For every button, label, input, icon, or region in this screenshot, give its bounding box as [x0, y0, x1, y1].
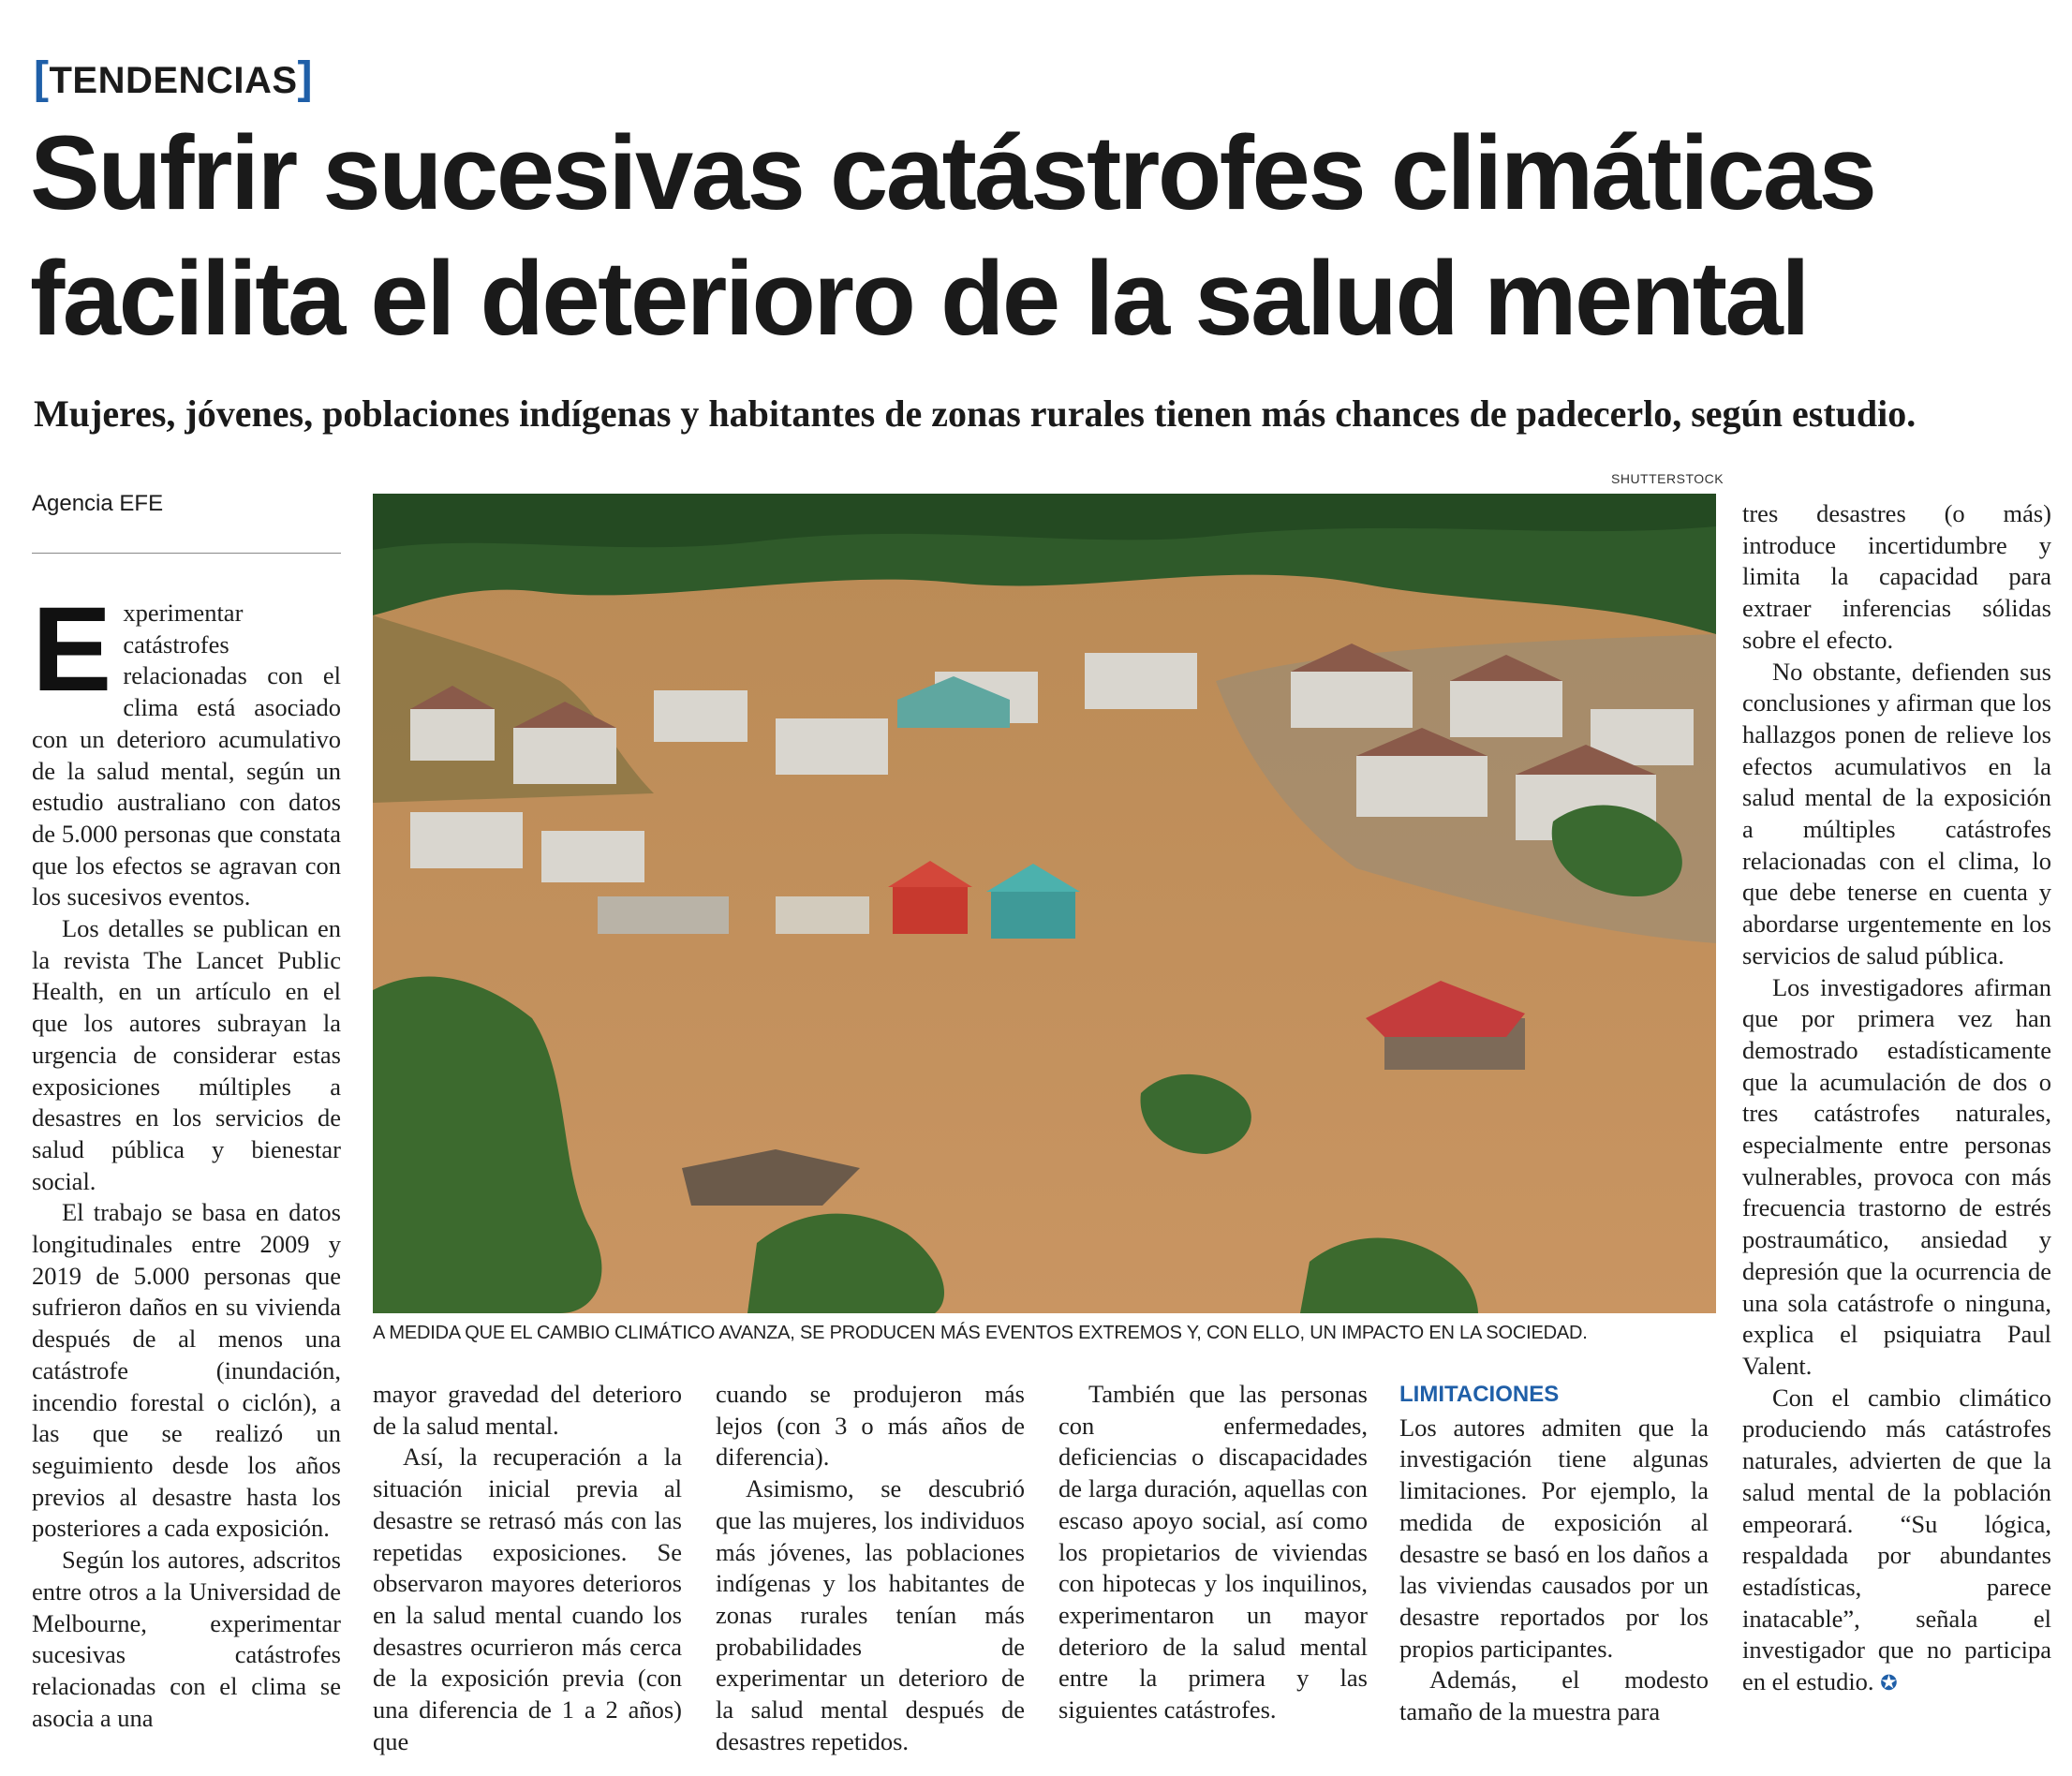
article-column-4 — [1058, 1379, 1368, 1726]
byline: Agencia EFE — [32, 491, 164, 516]
headline-line-2: facilita el deterioro de la salud mental — [30, 240, 1808, 357]
paragraph: También que las personas con enfermedades, deficiencias o discapacidades de larga duración, aquellas con escaso apoyo social, así como los propietarios de viviendas con hipotecas y los inquilinos, experimentaron un mayor deterioro de la salud mental entre la primera y las siguientes catástrofes. — [1058, 1380, 1368, 1724]
photo-credit: SHUTTERSTOCK — [1611, 471, 1724, 486]
article-column-3 — [716, 1379, 1025, 1757]
paragraph: tres desastres (o más) introduce incertidumbre y limita la capacidad para extraer inferencias sólidas sobre el efecto. — [1742, 499, 2051, 654]
paragraph: Los investigadores afirman que por primera vez han demostrado estadísticamente que la acumulación de dos o tres catástrofes naturales, especialmente entre personas vulnerables, provoca con más frecuencia trastorno de estrés postraumático, ansiedad y depresión que la ocurrencia de una sola catástrofe o ninguna, explica el psiquiatra Paul Valent. — [1742, 972, 2051, 1380]
headline-line-1: Sufrir sucesivas catástrofes climáticas — [30, 114, 1875, 231]
flood-photo — [373, 494, 1716, 1313]
photo-caption: A MEDIDA QUE EL CAMBIO CLIMÁTICO AVANZA, SE PRODUCEN MÁS EVENTOS EXTREMOS Y, CON ELLO, UN IMPACTO EN LA SOCIEDAD. — [373, 1323, 1588, 1343]
article-column-2 — [373, 1379, 682, 1757]
paragraph: cuando se produjeron más lejos (con 3 o más años de diferencia). — [716, 1380, 1025, 1472]
article-column-1 — [32, 583, 341, 1734]
paragraph: Asimismo, se descubrió que las mujeres, los individuos más jóvenes, las poblaciones indígenas y los habitantes de zonas rurales tenían más probabilidades de experimentar un deterioro de la salud mental después de desastres repetidos. — [716, 1474, 1025, 1755]
paragraph: Según los autores, adscritos entre otros a la Universidad de Melbourne, experimentar sucesivas catástrofes relacionadas con el clima se asocia a una — [32, 1546, 341, 1732]
paragraph: Además, el modesto tamaño de la muestra para — [1399, 1665, 1709, 1726]
headline — [30, 111, 2053, 362]
paragraph: Con el cambio climático produciendo más catástrofes naturales, advierten de que la salud mental de la población empeorará. “Su lógica, respaldada por abundantes estadísticas, parece inatacable”, señala el investigador que no participa en el estudio. ✪ — [1742, 1383, 2051, 1696]
paragraph: Así, la recuperación a la situación inicial previa al desastre se retrasó más con las repetidas exposiciones. Se observaron mayores deterioros en la salud mental cuando los desastres ocurrieron más cerca de la exposición previa (con una diferencia de 1 a 2 años) que — [373, 1443, 682, 1755]
section-tag: [TENDENCIAS] — [34, 53, 313, 103]
article-column-5 — [1399, 1379, 1709, 1728]
byline-divider — [32, 553, 341, 554]
paragraph: El trabajo se basa en datos longitudinales entre 2009 y 2019 de 5.000 personas que sufrieron daños en su vivienda después de al menos una catástrofe (inundación, incendio forestal o ciclón), a las que se realizó un seguimiento desde los años previos al desastre hasta los posteriores a cada exposición. — [32, 1198, 341, 1543]
section-label: TENDENCIAS — [49, 60, 298, 101]
paragraph: No obstante, defienden sus conclusiones y afirman que los hallazgos ponen de relieve los efectos acumulativos en la salud mental de la exposición a múltiples catástrofes relacionadas con el clima, lo que debe tenerse en cuenta y abordarse urgentemente en los servicios de salud pública. — [1742, 657, 2051, 969]
drop-cap: E — [32, 583, 112, 717]
paragraph: Experimentar catástrofes relacionadas con el clima está asociado con un deterioro acumulativo de la salud mental, según un estudio australiano con datos de 5.000 personas que constata que los efectos se agravan con los sucesivos eventos. — [32, 583, 341, 911]
paragraph: Los detalles se publican en la revista The Lancet Public Health, en un artículo en el que los autores subrayan la urgencia de considerar estas exposiciones múltiples a desastres en los servicios de salud pública y bienestar social. — [32, 914, 341, 1195]
paragraph: Los autores admiten que la investigación tiene algunas limitaciones. Por ejemplo, la medida de exposición al desastre se basó en los daños a las viviendas causados por un desastre reportados por los propios participantes. — [1399, 1413, 1709, 1663]
article-column-6 — [1742, 498, 2051, 1700]
section-subhead: LIMITACIONES — [1399, 1382, 1560, 1407]
paragraph: mayor gravedad del deterioro de la salud mental. — [373, 1380, 682, 1440]
flood-photo-illustration — [373, 494, 1716, 1313]
end-mark-icon: ✪ — [1880, 1672, 1898, 1696]
subtitle: Mujeres, jóvenes, poblaciones indígenas y habitantes de zonas rurales tienen más chances de padecerlo, según estudio. — [34, 392, 1917, 435]
